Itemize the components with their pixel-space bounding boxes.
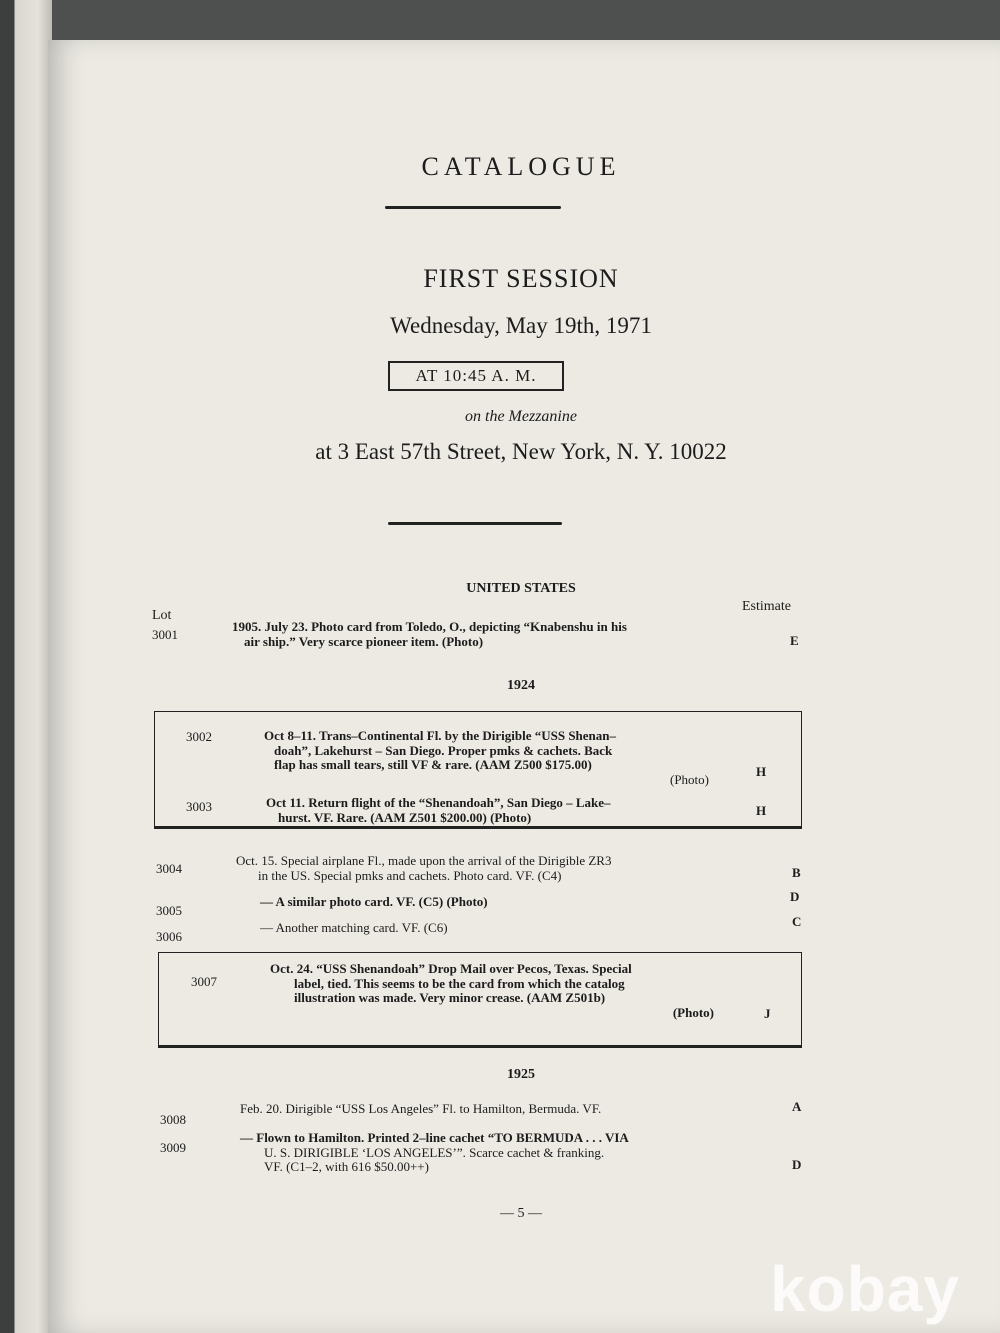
lot-line: Oct 8–11. Trans–Continental Fl. by the Dirigible “USS Shenan–: [264, 728, 617, 743]
lot-line: Oct. 24. “USS Shenandoah” Drop Mail over Pecos, Texas. Special: [270, 961, 632, 976]
lot-line: Feb. 20. Dirigible “USS Los Angeles” Fl. to Hamilton, Bermuda. VF.: [240, 1101, 602, 1116]
facing-page-edge: [0, 0, 52, 1333]
lot-estimate: E: [790, 633, 799, 648]
page-number: — 5 —: [500, 1206, 542, 1221]
catalogue-title: CATALOGUE: [421, 152, 621, 181]
lot-description: [236, 854, 756, 883]
lot-line: hurst. VF. Rare. (AAM Z501 $200.00) (Photo): [278, 809, 532, 825]
lot-line: — Another matching card. VF. (C6): [260, 920, 448, 935]
session-title: FIRST SESSION: [423, 264, 619, 293]
section-heading: UNITED STATES: [466, 581, 576, 596]
year-heading: 1924: [507, 678, 535, 693]
lot-estimate: C: [792, 914, 802, 929]
lot-line: 1905. July 23. Photo card from Toledo, O., depicting “Knabenshu in his: [232, 619, 627, 634]
lot-number: 3005: [156, 903, 182, 918]
lot-description: [270, 962, 714, 1020]
lot-number: 3007: [191, 974, 217, 989]
lot-description: [240, 1102, 760, 1117]
lot-description: [264, 729, 709, 787]
lot-line: U. S. DIRIGIBLE ‘LOS ANGELES’”. Scarce cachet & franking.: [264, 1144, 605, 1160]
background-top: [0, 0, 1000, 40]
lot-line: — Flown to Hamilton. Printed 2–line cachet “TO BERMUDA . . . VIA: [240, 1130, 629, 1145]
title-rule: [385, 206, 561, 209]
lot-estimate: D: [792, 1157, 802, 1172]
address: at 3 East 57th Street, New York, N. Y. 10022: [315, 439, 727, 464]
lot-line: Oct 11. Return flight of the “Shenandoah”, San Diego – Lake–: [266, 795, 611, 810]
lot-estimate: D: [790, 889, 800, 904]
lot-estimate: J: [764, 1006, 771, 1021]
lot-line: (Photo): [670, 771, 709, 787]
lot-line: VF. (C1–2, with 616 $50.00++): [264, 1159, 429, 1174]
lot-description: [266, 796, 711, 825]
lot-column-label: Lot: [152, 608, 172, 623]
lot-line: label, tied. This seems to be the card from which the catalog: [294, 975, 625, 991]
lot-number: 3006: [156, 929, 182, 944]
lot-description: [240, 1131, 748, 1175]
lot-estimate: H: [756, 764, 767, 779]
catalogue-page: [48, 40, 1000, 1333]
lot-number: 3003: [186, 799, 212, 814]
address-rule: [388, 522, 562, 525]
lot-estimate: H: [756, 803, 767, 818]
lot-number: 3004: [156, 861, 182, 876]
lot-line: air ship.” Very scarce pioneer item. (Photo): [244, 633, 484, 649]
lot-estimate: B: [792, 865, 801, 880]
year-heading: 1925: [507, 1067, 535, 1082]
lot-line: Oct. 15. Special airplane Fl., made upon the arrival of the Dirigible ZR3: [236, 853, 612, 868]
lot-number: 3008: [160, 1112, 186, 1127]
lot-number: 3009: [160, 1140, 186, 1155]
lot-description: [260, 895, 740, 910]
session-date: Wednesday, May 19th, 1971: [390, 313, 652, 338]
lot-line: illustration was made. Very minor crease. (AAM Z501b): [294, 990, 606, 1005]
lot-line: (Photo): [672, 1004, 714, 1020]
lot-line: in the US. Special pmks and cachets. Photo card. VF. (C4): [258, 867, 562, 883]
lot-line: doah”, Lakehurst – San Diego. Proper pmks & cachets. Back: [274, 742, 613, 758]
location-note: on the Mezzanine: [465, 408, 577, 425]
watermark-logo: kobay: [770, 1253, 960, 1325]
lot-description: [232, 620, 752, 649]
session-time: AT 10:45 A. M.: [388, 361, 564, 391]
lot-description: [260, 921, 740, 936]
lot-number: 3001: [152, 627, 178, 642]
lot-estimate: A: [792, 1099, 802, 1114]
lot-line: — A similar photo card. VF. (C5) (Photo): [260, 894, 488, 909]
estimate-column-label: Estimate: [742, 599, 791, 614]
lot-number: 3002: [186, 729, 212, 744]
lot-line: flap has small tears, still VF & rare. (AAM Z500 $175.00): [274, 757, 592, 772]
